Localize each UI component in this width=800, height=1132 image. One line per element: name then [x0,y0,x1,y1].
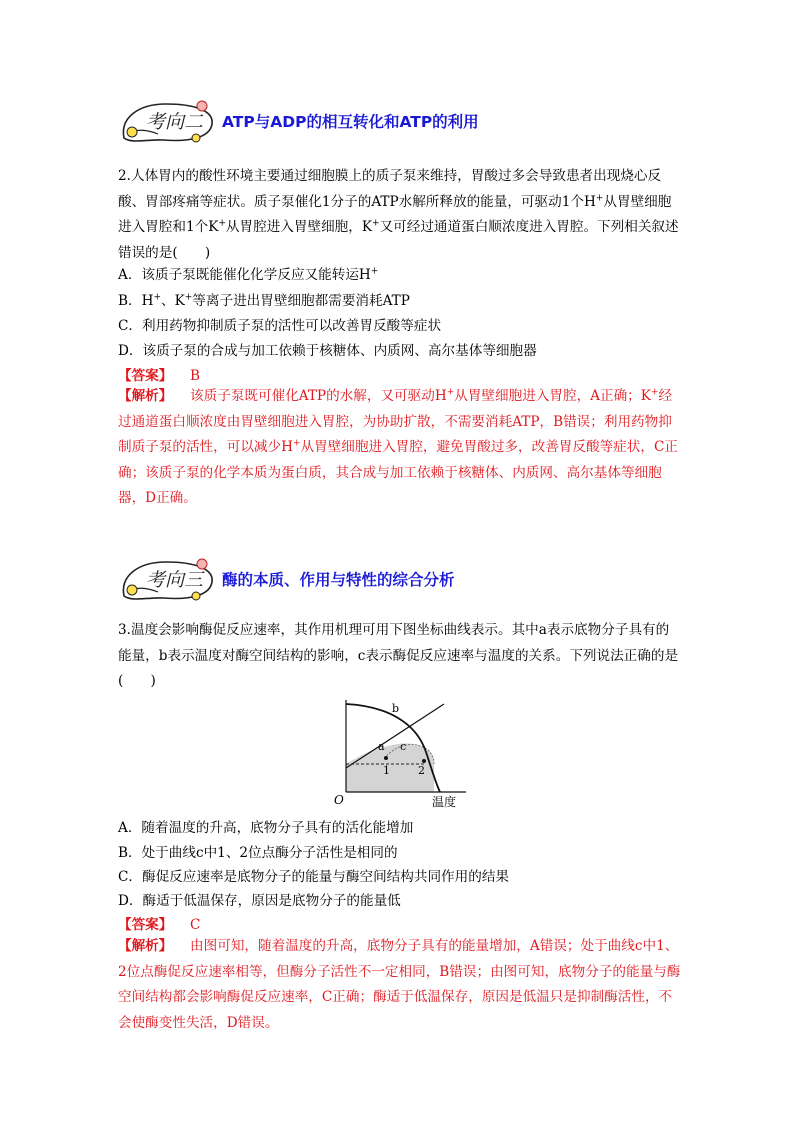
answer-line [118,914,200,936]
option-b: B．H+、K+等离子进出胃壁细胞都需要消耗ATP [118,292,410,309]
section-badge-icon [118,556,218,604]
question-2-stem: 2.人体胃内的酸性环境主要通过细胞膜上的质子泵来维持，胃酸过多会导致患者出现烧心反酸、胃部疼痛等症状。质子泵催化1分子的ATP水解所释放的能量，可驱动1个H+从胃壁细胞进入胃腔和1个K+从胃腔进入胃壁细胞，K+又可经过通道蛋白顺浓度进入胃腔。下列相关叙述错误的是( ) [118,168,679,261]
enzyme-temperature-figure [316,692,476,810]
option-c: C．酶促反应速率是底物分子的能量与酶空间结构共同作用的结果 [118,869,510,885]
answer-tag: 【答案】 [118,368,173,384]
section-header-2 [118,98,718,148]
answer-value: B [190,368,201,384]
section-title: 酶的本质、作用与特性的综合分析 [222,571,455,589]
label-b: b [392,702,400,715]
x-axis-label: 温度 [432,795,457,809]
option-c: C．利用药物抑制质子泵的活性可以改善胃反酸等症状 [118,318,442,334]
label-a: a [378,740,385,753]
label-2: 2 [418,764,425,777]
question-3-stem: 3.温度会影响酶促反应速率，其作用机理可用下图坐标曲线表示。其中a表示底物分子具有的能量，b表示温度对酶空间结构的影响，c表示酶促反应速率与温度的关系。下列说法正确的是( ) [118,622,679,689]
point-1 [384,756,388,760]
origin-label: O [334,793,344,807]
option-d: D．酶适于低温保存，原因是底物分子的能量低 [118,893,401,909]
option-d: D．该质子泵的合成与加工依赖于核糖体、内质网、高尔基体等细胞器 [118,343,537,359]
point-2 [422,759,426,763]
option-a: A．随着温度的升高，底物分子具有的活化能增加 [118,820,414,836]
badge-text: 考向二 [146,111,204,133]
label-c: c [400,740,407,753]
analysis-2: 【解析】 该质子泵既可催化ATP的水解，又可驱动H+从胃壁细胞进入胃腔，A正确；K+经过通道蛋白顺浓度由胃壁细胞进入胃腔，为协助扩散，不需要消耗ATP，B错误；利用药物抑制质子泵的活性，可以减少H+从胃壁细胞进入胃腔，避免胃酸过多，改善胃反酸等症状，C正确；该质子泵的化学本质为蛋白质，其合成与加工依赖于核糖体、内质网、高尔基体等细胞器，D正确。 [118,387,678,506]
section-badge-icon [118,98,218,146]
analysis-3: 【解析】 由图可知，随着温度的升高，底物分子具有的能量增加，A错误；处于曲线c中1、2位点酶促反应速率相等，但酶分子活性不一定相同，B错误；由图可知，底物分子的能量与酶空间结构都会影响酶促反应速率，C正确；酶适于低温保存，原因是低温只是抑制酶活性，不会使酶变性失活，D错误。 [118,938,681,1031]
answer-tag: 【答案】 [118,917,173,933]
section-header-3 [118,556,718,606]
badge-text: 考向三 [146,569,204,591]
option-b: B．处于曲线c中1、2位点酶分子活性是相同的 [118,845,398,861]
label-1: 1 [383,764,390,777]
option-a: A．该质子泵既能催化化学反应又能转运H+ [118,266,379,283]
section-title: ATP与ADP的相互转化和ATP的利用 [222,113,479,131]
answer-value: C [190,917,201,933]
